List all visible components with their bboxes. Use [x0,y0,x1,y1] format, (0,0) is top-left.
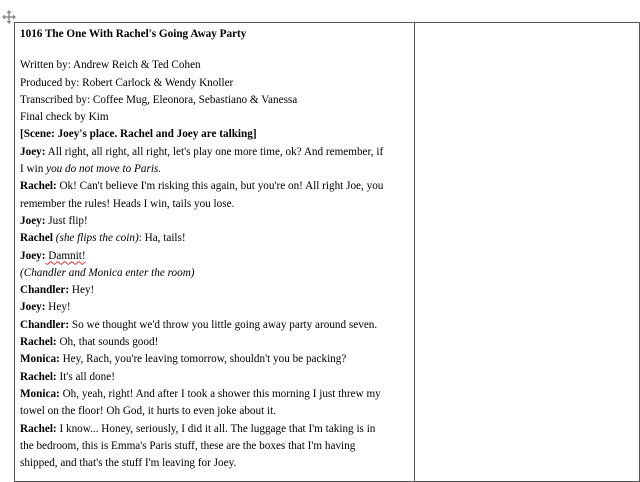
dialogue-line [20,299,410,316]
credit-produced-by: Produced by: Robert Carlock & Wendy Knoller [20,76,234,89]
speaker-name: Joey: [20,214,46,227]
dialogue-line [20,421,410,438]
dialogue-line [20,282,410,299]
dialogue-line: the bedroom, this is Emma's Paris stuff, these are the boxes that I'm having [20,439,356,452]
speaker-name: Monica: [20,387,60,400]
dialogue-line [20,317,410,334]
dialogue-text: Damnit! [45,249,86,262]
stage-direction: (Chandler and Monica enter the room) [20,266,195,279]
dialogue-text: : Ha, tails! [138,232,186,245]
credit-written-by: Written by: Andrew Reich & Ted Cohen [20,59,201,72]
dialogue-line: towel on the floor! Oh God, it hurts to even joke about it. [20,405,277,418]
dialogue-line: shipped, and that's the stuff I'm leaving for Joey. [20,457,237,470]
dialogue-text: All right, all right, all right, let's play one more time, ok? And remember, if [45,145,384,158]
dialogue-text: It's all done! [56,370,115,383]
dialogue-text: Oh, yeah, right! And after I took a shower this morning I just threw my [59,387,381,400]
speaker-name: Rachel: [20,370,57,383]
speaker-name: Rachel: [20,336,57,349]
credit-transcribed-by: Transcribed by: Coffee Mug, Eleonora, Sebastiano & Vanessa [20,93,298,106]
dialogue-line [20,144,410,161]
speaker-name: Monica: [20,353,60,366]
scene-heading: [Scene: Joey's place. Rachel and Joey are talking] [20,128,257,141]
credit-final-check: Final check by Kim [20,111,109,124]
dialogue-text: So we thought we'd throw you little going away party around seven. [69,318,378,331]
dialogue-italic-text: you do not move to Paris. [46,163,162,176]
dialogue-line [20,178,410,195]
dialogue-text: Ok! Can't believe I'm risking this again, but you're on! All right Joe, you [56,180,384,193]
speaker-name: Joey: [20,249,46,262]
speaker-name: Rachel [20,232,53,245]
stage-direction: (she flips the coin) [52,232,139,245]
dialogue-line [20,230,410,247]
dialogue-text: Hey, Rach, you're leaving tomorrow, shouldn't you be packing? [59,353,347,366]
dialogue-line [20,161,410,178]
dialogue-line [20,369,410,386]
transcript-cell[interactable] [20,26,410,472]
dialogue-text: I win [20,163,47,176]
dialogue-text: Oh, that sounds good! [56,336,159,349]
speaker-name: Joey: [20,145,46,158]
speaker-name: Joey: [20,301,46,314]
speaker-name: Rachel: [20,180,57,193]
dialogue-line [20,386,410,403]
table-column-divider [414,23,415,481]
speaker-name: Chandler: [20,284,70,297]
dialogue-text: Hey! [45,301,71,314]
dialogue-text: Hey! [69,284,95,297]
dialogue-line [20,334,410,351]
dialogue-line [20,351,410,368]
document-table [14,22,640,482]
dialogue-text: I know... Honey, seriously, I did it all. The luggage that I'm taking is in [56,422,376,435]
dialogue-line [20,213,410,230]
dialogue-text: Just flip! [45,214,88,227]
speaker-name: Chandler: [20,318,70,331]
episode-title: 1016 The One With Rachel's Going Away Party [20,28,247,40]
speaker-name: Rachel: [20,422,57,435]
dialogue-line: remember the rules! Heads I win, tails you lose. [20,197,235,210]
dialogue-line [20,248,410,265]
